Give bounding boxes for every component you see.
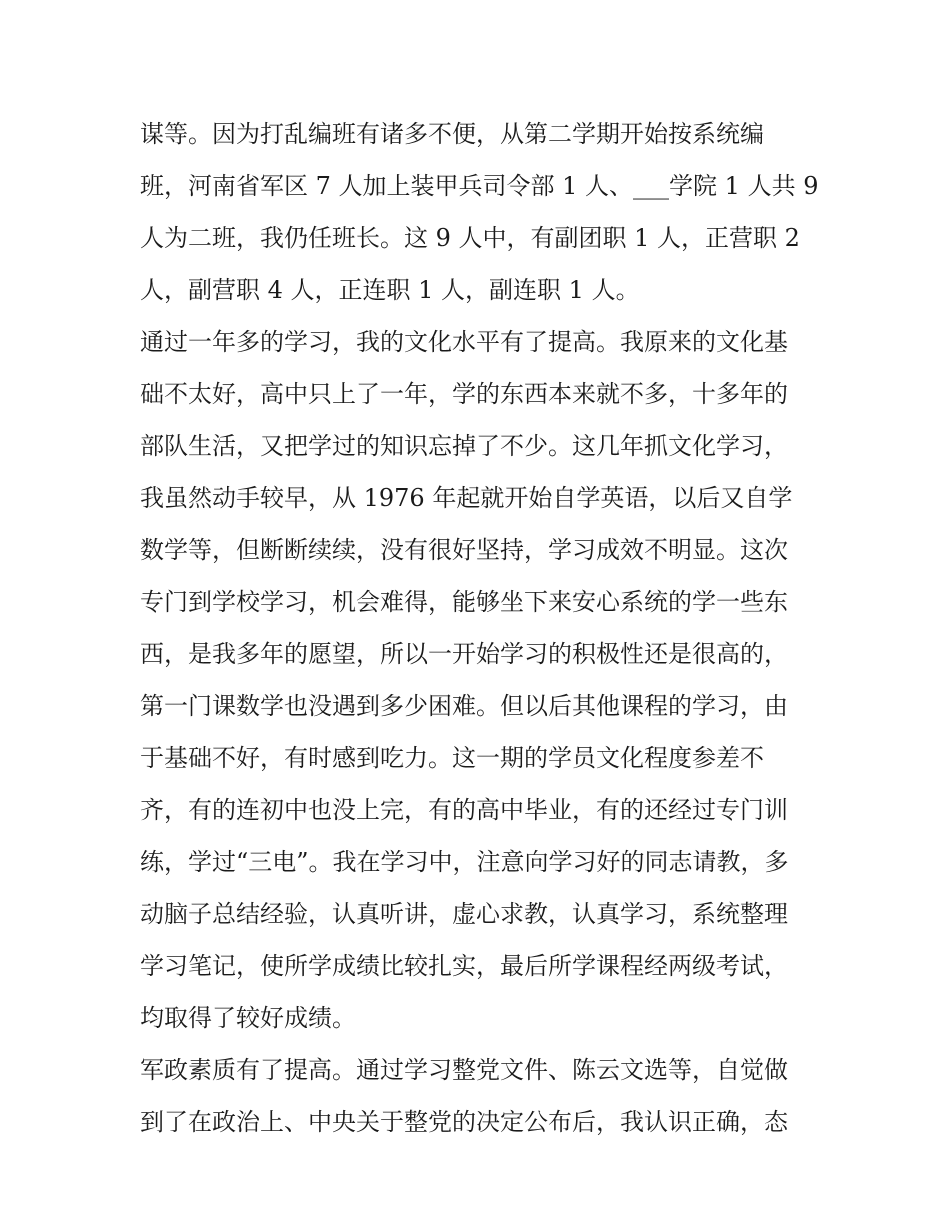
text-line: 练，学过“三电”。我在学习中，注意向学习好的同志请教，多 (140, 848, 789, 876)
text-line: 础不太好，高中只上了一年，学的东西本来就不多，十多年的 (140, 380, 788, 408)
text-line: 军政素质有了提高。通过学习整党文件、陈云文选等，自觉做 (140, 1056, 788, 1084)
text-line: 齐，有的连初中也没上完，有的高中毕业，有的还经过专门训 (140, 796, 788, 824)
text-line: 班，河南省军区 7 人加上装甲兵司令部 1 人、___学院 1 人共 9 (140, 172, 819, 200)
text-line: 数学等，但断断续续，没有很好坚持，学习成效不明显。这次 (140, 536, 788, 564)
text-line: 部队生活，又把学过的知识忘掉了不少。这几年抓文化学习， (140, 432, 788, 460)
text-line: 西，是我多年的愿望，所以一开始学习的积极性还是很高的， (140, 640, 788, 668)
text-line: 到了在政治上、中央关于整党的决定公布后，我认识正确，态 (140, 1108, 788, 1136)
text-line: 人，副营职 4 人，正连职 1 人，副连职 1 人。 (140, 276, 640, 304)
text-line: 动脑子总结经验，认真听讲，虚心求教，认真学习，系统整理 (140, 900, 788, 928)
text-line: 我虽然动手较早，从 1976 年起就开始自学英语，以后又自学 (140, 484, 793, 512)
text-line: 通过一年多的学习，我的文化水平有了提高。我原来的文化基 (140, 328, 788, 356)
text-line: 第一门课数学也没遇到多少困难。但以后其他课程的学习，由 (140, 692, 788, 720)
text-line: 均取得了较好成绩。 (140, 1004, 356, 1032)
text-line: 谋等。因为打乱编班有诸多不便，从第二学期开始按系统编 (140, 120, 764, 148)
text-line: 于基础不好，有时感到吃力。这一期的学员文化程度参差不 (140, 744, 764, 772)
body-text (140, 108, 820, 1148)
text-line: 专门到学校学习，机会难得，能够坐下来安心系统的学一些东 (140, 588, 788, 616)
text-line: 学习笔记，使所学成绩比较扎实，最后所学课程经两级考试， (140, 952, 788, 980)
text-line: 人为二班，我仍任班长。这 9 人中，有副团职 1 人，正营职 2 (140, 224, 800, 252)
